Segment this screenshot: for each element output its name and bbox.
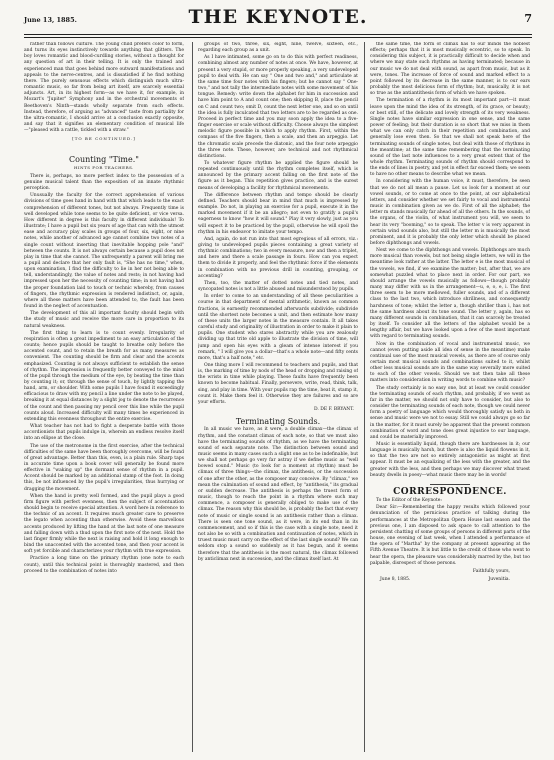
letter-body: Dear Sir:—Remembering the happy results which followed your denunciation of the pernicious practice of talking during the performances at the Metropolitan Opera House last season and the previous one, I am disposed to ask space to call attention to the persistent chatting of some groups of persons in different parts of the house, one evening of last week, when I attended a performance of the opera of "Martha" by the company at present appearing at the Fifth Avenue Theatre. It is but little to the credit of those who went to hear the opera, the pleasure was considerably marred by the, but too palpable, disrespect of those persons.: [370, 505, 530, 566]
signature: Juvenitia.: [488, 576, 510, 582]
paragraph: Now in the combination of vocal and instrumental music, we cannot (even putting aside all idea of sense in the meantime) make continual use of the most musical vowels, as there are of course only certain most musical sounds and combinations suited to it, whilst other less musical sounds are in the same way severally more suited to each of the other vowels. Should we not then take all these matters into consideration in writing words to combine with music?: [370, 341, 530, 384]
paragraph: the same time, the form of climax has to our minds the noblest effects; perhaps that it is most musically eccentric, so to speak. In considering this subject, it is practically difficult to decide when and where we may state such rhythms as having terminated; because in our music we do not deal with sound, as apart from music, but as it were, tones. The increase of force of sound and marked effect to a point followed by its decrease in the same manner, is to our ears probably the most delicious form of rhythm; but, musically, it is not so true as the antiantithesis form of which we have spoken.: [370, 42, 530, 97]
letter-signature-line: [370, 577, 530, 583]
paragraph: As I have intimated, some go on to do this with perfect readiness, combining almost any number of notes at once. We have, however, at present a very stupid, or more properly speaking, a very undeveloped pupil to deal with. He can say " One and two and," and articulate at the same time four notes with his fingers; but he cannot say " One-two," and not tally the intermediate notes with some movement of his tongue. Remedy: write down the alphabet for him in succession and have him point to A and count one; then skipping B, place the pencil on C and count two; omit D, count the next letter one, and so on until the idea is fully inculcated that two letters are to be regarded as one. Proceed in perfect time and you may soon apply the idea to a five-finger exercise or scale without difficulty. Choose always the simplest melodic figure possible in which to apply rhythm. First, within the compass of the five fingers, then a scale, and then an arpeggio. Let the chromatic scale precede the diatonic, and the four note arpeggio the three note. These, however, are technical and not rhythmical distinctions.: [198, 55, 358, 159]
paragraph: In considering with the human voice, it must, therefore, be seen that we do not all mean a pause. Let us look for a moment at our vowel sounds, or to come at once to the point, at our alphabetical letters, and consider whether we set fairly to vocal and instrumental music in combination given as we do. First of all the alphabet; the letter m stands musically far ahead of all the others. In the sounds, of the organs, of the violin, of what instrument you will, we seem to hear its very "booming," so to speak. The letter v is very apparent in certain wind sounds also, but still the letter m is musically the most prominent, and it is probably the only letter which should be placed before diphthongs and vowels.: [370, 179, 530, 246]
header-date: June 13, 1885.: [24, 16, 77, 24]
header-rule: [24, 34, 532, 35]
paragraph: What teacher has not had to fight a desperate battle with those accordionists that pupils indulge in, wherein an endless resolve itself into an ellipse at the close.: [24, 424, 184, 442]
column-3: [370, 42, 530, 752]
paragraph: The study certainly is no easy one, but at least we could consider the terminating sounds of each rhythm, and probably, if we went as far in the matter, we should not only have to consider, but also to consider the terminating sounds of each note, though we could never form a poetry of language which would thoroughly satisfy us both in sense and music were we not to essay. Still we could always go so far in the matter, for it must surely be apparent that the present common combination of word and tone does great injustice to our language, and could be materially improved.: [370, 385, 530, 440]
paragraph: There is, perhaps, no more perfect index to the possession of a genuine musical talent than the exposition of an innate rhythmic perception.: [24, 173, 184, 192]
column-divider: [364, 42, 365, 752]
header-rule-thin: [24, 37, 532, 38]
paragraph: In all music we have, as it were, a double climax—the climax of rhythm, and the constant climax of each note, so that we must also have the terminating sounds of rhythm, as we have the terminating sound of each separate note. The distinction between sound and music seems in many cases such a slight one as to be indefinable, but we shall not perhaps go very far astray if we define music as "well bowed sound." Music (to look for a moment at rhythm) must be climax of three things—the climax, the antithesis, or the succession of one after the other, as the composer may conceive. By "climax," we mean the culmination of sound and effect, by "antithesis," its gradual or sudden decrease. The antithesis is perhaps the truest form of music, though to reach the point in a rhythm where such may commence, a composer is generally obliged to make use of the climax. The reason why this should be, is probably the fact that every note of music or single sound is an antithesis rather than a climax. There is seen one tone sound, as it were, in its end than in its commencement, and so if this is the case with a single note, need it not also be so with a combination and continuation of notes, which in truest music must carry on the effect of the last single sound? We can seldom stop a sound so suddenly as it has begun, and it seems therefore that the antithesis is the most natural, the climax followed by anticlimax next in succession, and the climax itself last. At: [198, 427, 358, 562]
paragraph: Next we come to the diphthongs and vowels. Diphthongs are much more musical than vowels, but not being single letters, we will in the meantime look rather at the latter. The letter e is the most musical of the vowels, we find, if we examine the matter; but, after that, we are somewhat puzzled what to place next in order. For our part, we should arrange the vowels musically as follows—though probably many may differ with us in the arrangement—u, e, o, e, i. The first three seem to be more mellowed, fuller sounds, and of a different class to the last two, which introduce shrillness, and consequently harshness of tone; whilst the letter a, though shriller than i, has not the same hardness about its tone sound. The letter y, again, has so many different sounds in combination, that it can scarcely be treated by itself. To consider all the letters of the alphabet would be a lengthy affair, but we have looked upon a few of the most important with regard to terminating sounds.: [370, 248, 530, 340]
intro-paragraph: rather than follows culture. The young child prefers color to form, and turns its eyes instinctively towards anything that glitters. The boy loves romantic and blood-curdling stories, without a thought for any question of art in their telling. It is only the trained and experienced man that goes behind more outward manifestations and appeals to the nerve-centres, and is dissatisfied if he find nothing there. The purely sensuous effects which distinguish much ultra-romantic music, so far from being art itself, are scarcely essential adjuncts. Art, in its highest form—as we have it, for example, in Mozart's "Jupiter" Symphony and in the orchestral movements of Beethoven's Ninth—stands wholly separate from such effects. Instead, therefore, of arguing as "advanced" taste from partiality for the ultra-romantic, I should arrive at a conclusion exactly opposite, and say that it signifies an elementary condition of musical life—"pleased with a rattle, tickled with a straw.": [24, 42, 184, 134]
paragraph: The difference between rhythm and tempo should be clearly defined. Teachers should bear in mind that much is impressed by example. Do not, in playing an exercise for a pupil, execute it in the marked movement if it be an allegro; not even to gratify a pupil's eagerness to know "how it will sound." Play it very slowly, just as you will expect it to be practiced by the pupil, otherwise he will spoil the rhythm in his endeavor to imitate your tempo.: [198, 192, 358, 235]
masthead-title: THE KEYNOTE.: [188, 6, 368, 28]
paragraph: And, again, do not run into that most egregious of all errors, viz.: giving to undeveloped pupils pieces containing a great variety of rhythmic combinations; two in every measure, now and then a triplet, and here and there a scale passage in fours. How can you expect them to divide it properly, and feel the rhythmic force if the elements in combination with no previous drill in counting, grouping, or accenting?: [198, 236, 358, 279]
paragraph: groups of two, three, six, eight, nine, twelve, sixteen, etc., regarding each group as a unit.: [198, 42, 358, 54]
letter-date: June 8, 1885.: [380, 576, 411, 582]
paragraph: When the hand is pretty well formed, and the pupil plays a good firm figure with perfect evenness, then the subject of accentuation should begin to receive special attention. A word here in reference to the technic of an accent. It requires much greater care to preserve the legato when accenting than otherwise. Avoid these marvellous accents produced by lifting the hand at the last note of one measure and falling down with a thud upon the first note of the next. Hold the last finger firmly while the next is raising and hold it long enough to bind the unaccented with the accented tone, and then your accent is soft yet forcible and characterizes your rhythm with true expression.: [24, 493, 184, 555]
paragraph: The termination of a rhythm is its most important part—it must leave upon the mind the idea of its strength, of its grace, or beauty; or best still, of the delicate and lovely strength of its very weakness. Single notes have similar expression in one sense, and the same power of feeling; but their duration is so short that we miss in them what we can only catch in their repetition and combination, and generally lose even then. So that we shall not speak here of the terminating sounds of single notes, but deal with those of rhythms in the meantime; at the same time remembering that the terminating sound of the last note influences to a very great extent that of the whole rhythm. Terminating sounds of rhythm should correspond to the ends of lines in poetry, and yet in effect far exceed them; we seem to have no other means to describe what we mean.: [370, 98, 530, 178]
article-title-terminating-sounds: Terminating Sounds.: [235, 417, 321, 427]
column-1: [24, 42, 184, 752]
paragraph: In order to come to an understanding of all these peculiarities a course in that department of mental arithmetic, known as common fractions, is earnestly recommended afterwards subdivide; subdivide until the shortest note becomes a unit, and then estimate how many of these units the larger notes in the measure contain. It all takes careful study and originality of illustration in order to make it plain to pupils. One student who stares abstractly while you are zealously dividing up that trite old apple to illustrate the division of time, will jump and open his eyes with a gleam of intense interest if you remark, " I will give you a dollar—that's a whole note—and fifty cents more, that's a half note," etc.: [198, 294, 358, 361]
article-title-counting-time: Counting "Time.": [69, 154, 139, 164]
paragraph: Practice a long time on the primary rhythm (one note to each count), until this technical point is thoroughly mastered, and then proceed to the combination of notes into: [24, 556, 184, 574]
paragraph: Music is essentially liquid, though there are hardnesses in it; our language is musically harsh, but there is also the liquid flowens in it, so that the two are not so entirely antagonistic as might at first appear. It must be an equalizing of the less with the greater, and the greater with the less, and then perhaps we may discover what truest beauty dwells in poesy—what music there may be in words!: [370, 442, 530, 478]
column-divider: [192, 42, 193, 752]
page-number: 7: [524, 12, 532, 25]
article-subtitle: HINTS FOR TEACHERS.: [74, 164, 134, 170]
column-2: [198, 42, 358, 752]
paragraph: Unusually the faculty for the correct apprehension of various divisions of time goes hand in hand with that which leads to the exact comprehension of different tones, but not always. Frequently time is well developed while tone seems to be quite deficient, or vice versa. How different in degree is this faculty in different individuals! To illustrate; I have a pupil but six years of age that can with the utmost ease and accuracy play scales in groups of four, six, eight, or nine notes, while another of advanced age cannot combine two notes of a single count without inserting that inevitable hopping pole "and" between the counts. It is not always certain because a pupil does not play in time that she cannot. The unfrequently a parent will bring me a pupil and declare that her only fault is, "She has no time," when, upon examination, I find the difficulty to lie in her not being able to tell, understandingly, the value of notes and rests; in not having had impressed upon her the necessity of counting time; in not having had the proper foundation laid to touch or technic whereby, from causes of fingers, the rhythmic expression is rendered indistinct, or, again, where all these matters have been attended to, the fault has been found in the neglect of accentuation.: [24, 193, 184, 310]
paragraph: One thing more I will recommend to teachers and pupils, and that is, the marking of time by nods of the head or dropping and raising of the wrists in time while playing. These faults have frequently been known to become habitual. Finally, persevere, write, read, think, talk, sing, and play in time. With your pupils rap the time, beat it, stamp it, count it. Make them feel it. Otherwise they are failures and so are your efforts.: [198, 362, 358, 405]
page-header: [24, 4, 532, 34]
paragraph: The use of the metronome in the first exercise, after the technical difficulties of the same have been thoroughly overcome, will be found of great advantage. Better than this, even, is a plain rule. Sharp taps in accurate time upon a book cover will generally be found more effective in "waking up" the dormant sense of rhythm in a pupil. Accent should be marked by an additional stamp of the foot. In doing this, be not influenced by the pupil's irregularities, thus hurrying or dragging the movement.: [24, 443, 184, 492]
paragraph: The development of this all important faculty should begin with the study of music and receive the more care in proportion to its natural weakness.: [24, 311, 184, 329]
closing-phrase: Faithfully yours,: [472, 568, 510, 574]
section-separator: [430, 484, 470, 485]
paragraph: Then, too, the matter of dotted notes and tied notes, and syncopated notes is not a little abused and misunderstood by pupils.: [198, 280, 358, 293]
letter-closing: [370, 569, 530, 575]
correspondence-title: CORRESPONDENCE.: [393, 486, 507, 497]
paragraph: The first thing to learn is to count evenly. Irregularity of respiration is often a great impediment to an easy articulation of the counts; hence pupils should be taught to breathe only before the accented count, and to retain the breath for as many measures as convenient. The counting should be firm and clear and the accents emphasized. Counting is not always sufficient to establish the sense of rhythm. The impression is frequently better conveyed to the mind of the pupil through the medium of the eye, by beating the time than by counting it; or, through the sense of touch, by lightly tapping the hand, arm, or shoulder. With some pupils I have found it exceedingly efficacious to draw with my pencil a line under the note to be played, breaking it at equal distances by a slight jog to denote the recurrence of the count and then passing my pencil over this line while the pupil counts aloud. Increased difficulty will many times be experienced in extending this evenness throughout the entire exercise.: [24, 330, 184, 422]
to-be-continued: [TO BE CONTINUED.]: [72, 136, 136, 142]
paragraph: To whatever figure rhythm be applied the figure should be repeated continuously until the rhythm completes itself, which is announced by the primary accent falling on the first note of the figure as it began. This repetition gives practice, and is the surest means of developing a facility for rhythmical movements.: [198, 160, 358, 191]
byline: D. DE F. BRYANT.: [313, 407, 354, 413]
letter-salutation: To the Editor of the Keynote:: [376, 498, 442, 504]
